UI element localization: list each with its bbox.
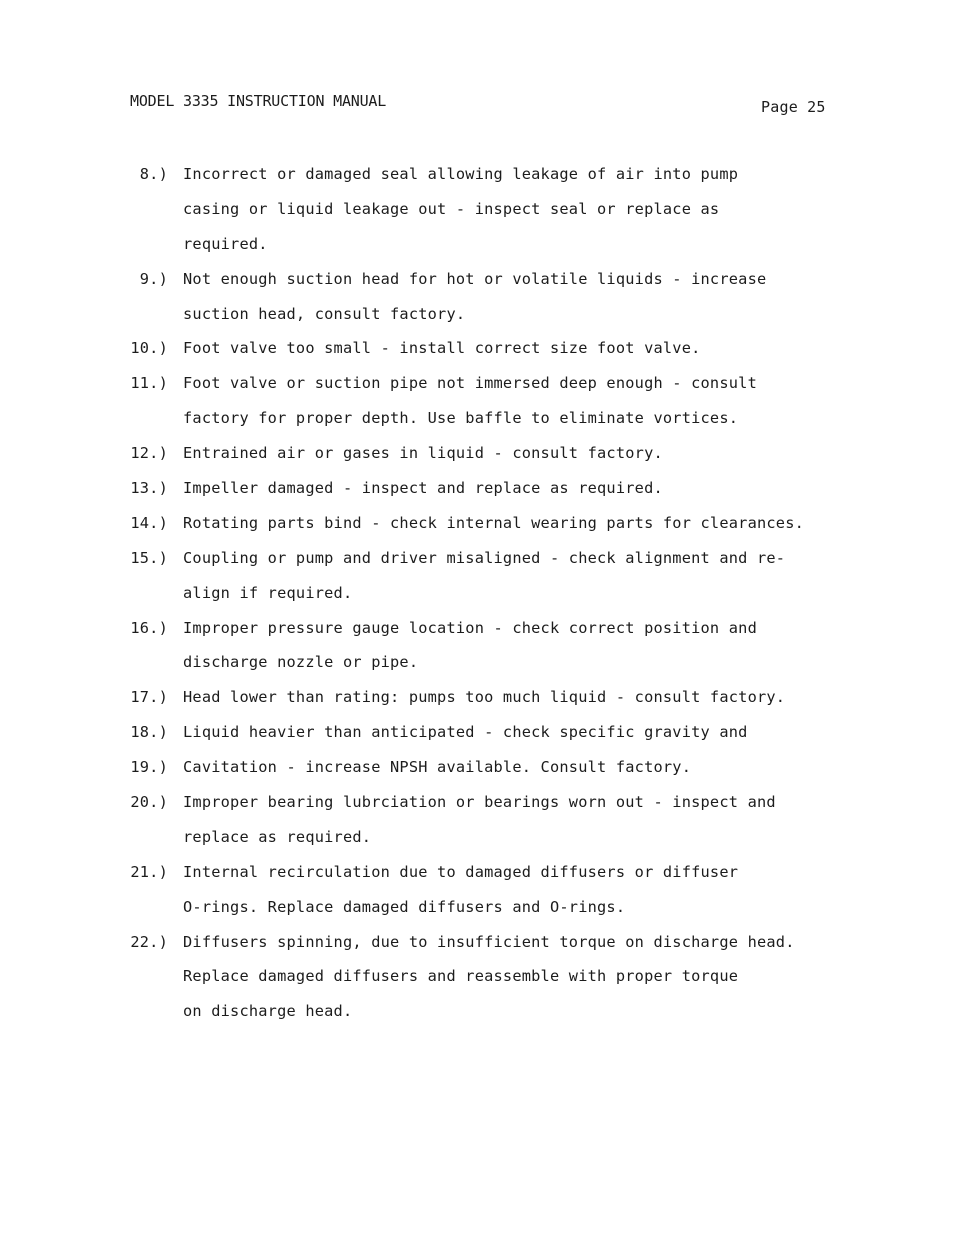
item-number: 14.) bbox=[130, 513, 168, 532]
troubleshooting-list bbox=[0, 161, 954, 1033]
item-text: suction head, consult factory. bbox=[183, 304, 466, 323]
item-text: Improper pressure gauge location - check correct position and bbox=[183, 618, 757, 637]
item-text: Impeller damaged - inspect and replace as required. bbox=[183, 479, 663, 498]
item-number: 13.) bbox=[130, 479, 168, 498]
item-number: 12.) bbox=[130, 444, 168, 463]
list-item bbox=[0, 335, 954, 370]
item-text: Coupling or pump and driver misaligned - check alignment and re- bbox=[183, 548, 786, 567]
item-text: align if required. bbox=[183, 583, 353, 602]
list-item bbox=[0, 615, 954, 650]
item-text: Not enough suction head for hot or volatile liquids - increase bbox=[183, 269, 767, 288]
list-item bbox=[0, 266, 954, 301]
item-text: Foot valve or suction pipe not immersed deep enough - consult bbox=[183, 374, 757, 393]
item-number: 16.) bbox=[130, 618, 168, 637]
item-text: Diffusers spinning, due to insufficient torque on discharge head. bbox=[183, 932, 795, 951]
item-text: Liquid heavier than anticipated - check specific gravity and bbox=[183, 723, 748, 742]
item-number: 19.) bbox=[130, 758, 168, 777]
list-item-continuation bbox=[0, 301, 954, 336]
item-number: 11.) bbox=[130, 374, 168, 393]
item-number: 21.) bbox=[130, 862, 168, 881]
list-item bbox=[0, 545, 954, 580]
list-item bbox=[0, 719, 954, 754]
list-item-continuation bbox=[0, 196, 954, 231]
list-item bbox=[0, 859, 954, 894]
item-text: Rotating parts bind - check internal wearing parts for clearances. bbox=[183, 513, 805, 532]
item-text: Entrained air or gases in liquid - consult factory. bbox=[183, 444, 663, 463]
item-text: Head lower than rating: pumps too much liquid - consult factory. bbox=[183, 688, 786, 707]
item-text: factory for proper depth. Use baffle to eliminate vortices. bbox=[183, 409, 739, 428]
item-text: Incorrect or damaged seal allowing leakage of air into pump bbox=[183, 165, 739, 183]
page-number: Page 25 bbox=[761, 98, 826, 116]
item-number: 20.) bbox=[130, 793, 168, 812]
item-text: Improper bearing lubrciation or bearings worn out - inspect and bbox=[183, 793, 776, 812]
list-item-continuation bbox=[0, 998, 954, 1033]
item-text: on discharge head. bbox=[183, 1002, 353, 1021]
list-item bbox=[0, 929, 954, 964]
list-item bbox=[0, 370, 954, 405]
list-item-continuation bbox=[0, 649, 954, 684]
item-text: replace as required. bbox=[183, 827, 372, 846]
list-item bbox=[0, 475, 954, 510]
list-item bbox=[0, 510, 954, 545]
list-item-continuation bbox=[0, 963, 954, 998]
item-number: 10.) bbox=[130, 339, 168, 358]
item-text: discharge nozzle or pipe. bbox=[183, 653, 419, 672]
item-number: 18.) bbox=[130, 723, 168, 742]
list-item bbox=[0, 754, 954, 789]
list-item bbox=[0, 789, 954, 824]
item-text: casing or liquid leakage out - inspect seal or replace as bbox=[183, 199, 720, 218]
list-item bbox=[0, 440, 954, 475]
item-text: Replace damaged diffusers and reassemble with proper torque bbox=[183, 967, 739, 986]
item-text: Internal recirculation due to damaged diffusers or diffuser bbox=[183, 862, 739, 881]
item-text: Foot valve too small - install correct size foot valve. bbox=[183, 339, 701, 358]
list-item bbox=[0, 161, 954, 196]
list-item bbox=[0, 684, 954, 719]
list-item-continuation bbox=[0, 231, 954, 266]
item-number: 22.) bbox=[130, 932, 168, 951]
item-text: O-rings. Replace damaged diffusers and O-rings. bbox=[183, 897, 626, 916]
list-item-continuation bbox=[0, 405, 954, 440]
list-item-continuation bbox=[0, 824, 954, 859]
item-number: 17.) bbox=[130, 688, 168, 707]
item-text: required. bbox=[183, 234, 268, 253]
item-number: 15.) bbox=[130, 548, 168, 567]
list-item-continuation bbox=[0, 580, 954, 615]
item-number: 9.) bbox=[139, 269, 168, 288]
item-text: Cavitation - increase NPSH available. Consult factory. bbox=[183, 758, 692, 777]
manual-title: MODEL 3335 INSTRUCTION MANUAL bbox=[130, 92, 387, 110]
list-item-continuation bbox=[0, 894, 954, 929]
item-number: 8.) bbox=[139, 165, 168, 183]
